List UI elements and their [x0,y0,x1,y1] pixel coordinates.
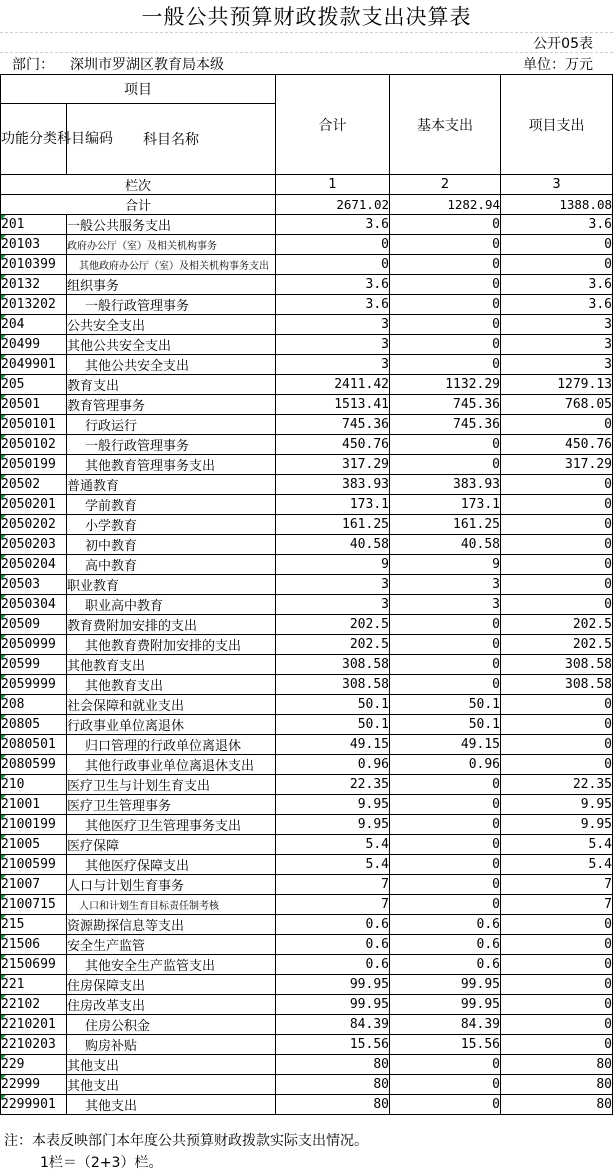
row-total: 383.93 [276,475,390,495]
row-basic: 0 [390,615,501,635]
row-project: 0 [501,935,613,955]
row-name: 安全生产监管 [67,935,276,955]
row-name: 行政事业单位离退休 [67,715,276,735]
row-total: 450.76 [276,435,390,455]
row-total: 0 [276,255,390,275]
table-row [1,915,613,935]
table-row [1,475,613,495]
table-row [1,875,613,895]
table-row [1,1035,613,1055]
column-index-label: 栏次 [1,175,276,195]
row-name: 行政运行 [67,415,276,435]
row-project: 5.4 [501,835,613,855]
table-row [1,555,613,575]
row-name: 社会保障和就业支出 [67,695,276,715]
basic-value: 1282.94 [390,195,501,215]
table-row [1,795,613,815]
header-total: 合计 [276,75,390,175]
row-name: 人口和计划生育目标责任制考核 [67,895,276,915]
row-name: 住房公积金 [67,1015,276,1035]
row-code: 2210201 [1,1015,67,1035]
row-basic: 161.25 [390,515,501,535]
table-row [1,1055,613,1075]
row-basic: 0.6 [390,915,501,935]
row-project: 5.4 [501,855,613,875]
header-basic: 基本支出 [390,75,501,175]
row-total: 7 [276,875,390,895]
row-name: 医疗卫生与计划生育支出 [67,775,276,795]
row-basic: 0 [390,435,501,455]
total-label: 合计 [1,195,276,215]
row-total: 202.5 [276,635,390,655]
table-row [1,955,613,975]
table-body [1,215,613,1115]
row-name: 公共安全支出 [67,315,276,335]
table-row [1,995,613,1015]
row-project: 7 [501,875,613,895]
row-basic: 0 [390,815,501,835]
row-code: 2013202 [1,295,67,315]
row-name: 其他安全生产监管支出 [67,955,276,975]
table-row [1,235,613,255]
report-title: 一般公共预算财政拨款支出决算表 [141,5,472,29]
table-row [1,335,613,355]
row-basic: 0 [390,275,501,295]
row-project: 0 [501,695,613,715]
department-label: 部门： [12,57,54,73]
row-code: 215 [1,915,67,935]
row-total: 15.56 [276,1035,390,1055]
row-basic: 0.96 [390,755,501,775]
row-name: 一般行政管理事务 [67,295,276,315]
row-code: 2050202 [1,515,67,535]
row-name: 归口管理的行政单位离退休 [67,735,276,755]
row-code: 2100599 [1,855,67,875]
table-row [1,935,613,955]
row-name: 职业教育 [67,575,276,595]
row-project: 0 [501,1035,613,1055]
row-code: 2080599 [1,755,67,775]
table-row [1,575,613,595]
row-code: 20805 [1,715,67,735]
table-row [1,675,613,695]
row-total: 50.1 [276,695,390,715]
row-project: 0 [501,575,613,595]
row-total: 317.29 [276,455,390,475]
row-project: 0 [501,755,613,775]
header-code: 功能分类科目编码 [1,104,67,175]
row-project: 80 [501,1075,613,1095]
row-total: 173.1 [276,495,390,515]
row-total: 80 [276,1075,390,1095]
table-row [1,255,613,275]
table-row [1,275,613,295]
row-basic: 173.1 [390,495,501,515]
row-code: 2049901 [1,355,67,375]
row-code: 2299901 [1,1095,67,1115]
row-total: 0 [276,235,390,255]
project-value: 1388.08 [501,195,613,215]
row-basic: 0 [390,835,501,855]
row-basic: 0 [390,455,501,475]
table-row [1,855,613,875]
row-total: 99.95 [276,995,390,1015]
row-name: 学前教育 [67,495,276,515]
row-project: 80 [501,1055,613,1075]
row-project: 202.5 [501,635,613,655]
row-code: 2059999 [1,675,67,695]
row-basic: 0 [390,355,501,375]
row-name: 购房补贴 [67,1035,276,1055]
row-code: 21005 [1,835,67,855]
row-total: 9.95 [276,795,390,815]
row-name: 组织事务 [67,275,276,295]
table-row [1,615,613,635]
row-total: 22.35 [276,775,390,795]
row-total: 5.4 [276,855,390,875]
row-basic: 0 [390,635,501,655]
row-name: 职业高中教育 [67,595,276,615]
row-basic: 99.95 [390,975,501,995]
row-basic: 0 [390,215,501,235]
row-code: 22999 [1,1075,67,1095]
row-code: 2050201 [1,495,67,515]
table-row [1,495,613,515]
row-code: 210 [1,775,67,795]
table-row [1,455,613,475]
row-project: 202.5 [501,615,613,635]
row-total: 5.4 [276,835,390,855]
row-code: 21506 [1,935,67,955]
row-project: 0 [501,995,613,1015]
department-name: 深圳市罗湖区教育局本级 [70,57,224,73]
row-basic: 50.1 [390,715,501,735]
row-code: 2050204 [1,555,67,575]
table-row [1,295,613,315]
table-row [1,775,613,795]
row-basic: 50.1 [390,695,501,715]
row-code: 2050999 [1,635,67,655]
table-row [1,835,613,855]
row-project: 3.6 [501,275,613,295]
row-code: 20509 [1,615,67,635]
table-row [1,355,613,375]
row-total: 3 [276,355,390,375]
row-name: 其他支出 [67,1055,276,1075]
row-basic: 383.93 [390,475,501,495]
row-project: 0 [501,515,613,535]
row-total: 40.58 [276,535,390,555]
row-project: 0 [501,415,613,435]
row-name: 高中教育 [67,555,276,575]
table-row [1,515,613,535]
row-basic: 0 [390,235,501,255]
row-basic: 0 [390,1095,501,1115]
row-name: 一般行政管理事务 [67,435,276,455]
row-basic: 0 [390,795,501,815]
table-row [1,1015,613,1035]
row-basic: 0 [390,675,501,695]
row-total: 3.6 [276,275,390,295]
table-row [1,435,613,455]
row-code: 204 [1,315,67,335]
column-index: 2 [390,175,501,195]
row-code: 2050102 [1,435,67,455]
note-text: 注：本表反映部门本年度公共预算财政拨款实际支出情况。 [4,1133,368,1149]
row-code: 20502 [1,475,67,495]
row-code: 20599 [1,655,67,675]
row-total: 745.36 [276,415,390,435]
gridline [0,52,613,53]
row-code: 22102 [1,995,67,1015]
row-project: 0 [501,955,613,975]
row-total: 308.58 [276,655,390,675]
row-project: 9.95 [501,795,613,815]
row-project: 0 [501,555,613,575]
row-basic: 0 [390,875,501,895]
row-project: 0 [501,595,613,615]
table-row [1,695,613,715]
row-total: 1513.41 [276,395,390,415]
row-name: 其他行政事业单位离退休支出 [67,755,276,775]
header-name: 科目名称 [67,104,276,175]
row-project: 1279.13 [501,375,613,395]
row-project: 0 [501,715,613,735]
row-name: 教育管理事务 [67,395,276,415]
row-total: 50.1 [276,715,390,735]
table-row [1,315,613,335]
table-row [1,815,613,835]
row-total: 99.95 [276,975,390,995]
column-index: 1 [276,175,390,195]
row-name: 其他支出 [67,1095,276,1115]
expenditure-table [0,74,613,1115]
row-name: 其他教育支出 [67,675,276,695]
row-name: 一般公共服务支出 [67,215,276,235]
row-code: 205 [1,375,67,395]
unit-label: 单位：万元 [523,57,593,73]
header-project: 项目 [1,75,276,104]
row-name: 普通教育 [67,475,276,495]
row-total: 3 [276,335,390,355]
row-name: 医疗卫生管理事务 [67,795,276,815]
row-code: 20503 [1,575,67,595]
row-project: 0 [501,495,613,515]
table-row [1,635,613,655]
row-name: 教育费附加安排的支出 [67,615,276,635]
row-name: 其他公共安全支出 [67,355,276,375]
row-basic: 0 [390,255,501,275]
row-total: 0.6 [276,955,390,975]
row-project: 317.29 [501,455,613,475]
row-basic: 1132.29 [390,375,501,395]
row-code: 20132 [1,275,67,295]
row-basic: 0 [390,315,501,335]
table-row [1,375,613,395]
row-name: 医疗保障 [67,835,276,855]
row-total: 0.6 [276,915,390,935]
row-code: 2100199 [1,815,67,835]
row-name: 其他公共安全支出 [67,335,276,355]
row-total: 0.6 [276,935,390,955]
row-project: 3.6 [501,295,613,315]
row-total: 3.6 [276,295,390,315]
row-total: 9 [276,555,390,575]
row-code: 21007 [1,875,67,895]
row-code: 2050304 [1,595,67,615]
row-name: 人口与计划生育事务 [67,875,276,895]
table-row [1,395,613,415]
row-project: 9.95 [501,815,613,835]
row-basic: 745.36 [390,415,501,435]
row-code: 2080501 [1,735,67,755]
row-project: 3 [501,315,613,335]
row-project: 450.76 [501,435,613,455]
row-name: 其他医疗保障支出 [67,855,276,875]
table-row [1,535,613,555]
row-code: 21001 [1,795,67,815]
table-row [1,975,613,995]
row-code: 201 [1,215,67,235]
row-project: 22.35 [501,775,613,795]
row-name: 住房改革支出 [67,995,276,1015]
row-total: 80 [276,1055,390,1075]
row-code: 20103 [1,235,67,255]
row-total: 3 [276,595,390,615]
row-code: 2050203 [1,535,67,555]
row-basic: 0 [390,855,501,875]
row-project: 0 [501,235,613,255]
row-project: 0 [501,535,613,555]
row-total: 3 [276,315,390,335]
row-code: 20499 [1,335,67,355]
row-name: 政府办公厅（室）及相关机构事务 [67,235,276,255]
row-total: 308.58 [276,675,390,695]
row-basic: 0 [390,295,501,315]
table-row [1,1095,613,1115]
row-total: 49.15 [276,735,390,755]
row-code: 208 [1,695,67,715]
row-project: 7 [501,895,613,915]
row-project: 0 [501,915,613,935]
row-name: 其他医疗卫生管理事务支出 [67,815,276,835]
row-basic: 0.6 [390,955,501,975]
row-total: 80 [276,1095,390,1115]
row-total: 3 [276,575,390,595]
row-basic: 40.58 [390,535,501,555]
row-project: 3.6 [501,215,613,235]
row-basic: 745.36 [390,395,501,415]
row-total: 202.5 [276,615,390,635]
row-code: 229 [1,1055,67,1075]
row-project: 3 [501,335,613,355]
row-code: 221 [1,975,67,995]
row-basic: 15.56 [390,1035,501,1055]
row-basic: 99.95 [390,995,501,1015]
row-name: 教育支出 [67,375,276,395]
row-code: 2050199 [1,455,67,475]
table-row [1,415,613,435]
row-name: 其他教育管理事务支出 [67,455,276,475]
row-project: 3 [501,355,613,375]
row-basic: 0 [390,1055,501,1075]
row-code: 2210203 [1,1035,67,1055]
row-project: 768.05 [501,395,613,415]
row-basic: 9 [390,555,501,575]
row-name: 其他支出 [67,1075,276,1095]
row-project: 308.58 [501,655,613,675]
row-basic: 0 [390,655,501,675]
header-project-exp: 项目支出 [501,75,613,175]
row-code: 2010399 [1,255,67,275]
form-code: 公开05表 [533,36,593,52]
row-project: 0 [501,735,613,755]
row-code: 2100715 [1,895,67,915]
row-project: 0 [501,475,613,495]
table-row [1,215,613,235]
total-value: 2671.02 [276,195,390,215]
row-name: 资源勘探信息等支出 [67,915,276,935]
row-total: 161.25 [276,515,390,535]
row-project: 80 [501,1095,613,1115]
row-total: 84.39 [276,1015,390,1035]
row-basic: 0.6 [390,935,501,955]
note-formula: 1栏＝（2+3）栏。 [40,1155,163,1171]
table-row [1,715,613,735]
row-total: 7 [276,895,390,915]
table-row [1,755,613,775]
table-row [1,655,613,675]
row-basic: 0 [390,335,501,355]
table-row [1,1075,613,1095]
row-basic: 3 [390,595,501,615]
row-code: 2050101 [1,415,67,435]
row-project: 308.58 [501,675,613,695]
row-code: 2150699 [1,955,67,975]
row-name: 其他政府办公厅（室）及相关机构事务支出 [67,255,276,275]
row-basic: 84.39 [390,1015,501,1035]
table-row [1,895,613,915]
row-name: 住房保障支出 [67,975,276,995]
table-row [1,595,613,615]
row-project: 0 [501,255,613,275]
table-row [1,735,613,755]
row-project: 0 [501,1015,613,1035]
row-basic: 3 [390,575,501,595]
row-name: 其他教育支出 [67,655,276,675]
row-total: 2411.42 [276,375,390,395]
row-basic: 49.15 [390,735,501,755]
row-basic: 0 [390,775,501,795]
row-code: 20501 [1,395,67,415]
row-name: 小学教育 [67,515,276,535]
row-basic: 0 [390,1075,501,1095]
row-total: 0.96 [276,755,390,775]
row-total: 9.95 [276,815,390,835]
row-name: 其他教育费附加安排的支出 [67,635,276,655]
row-total: 3.6 [276,215,390,235]
row-name: 初中教育 [67,535,276,555]
row-project: 0 [501,975,613,995]
row-basic: 0 [390,895,501,915]
column-index: 3 [501,175,613,195]
